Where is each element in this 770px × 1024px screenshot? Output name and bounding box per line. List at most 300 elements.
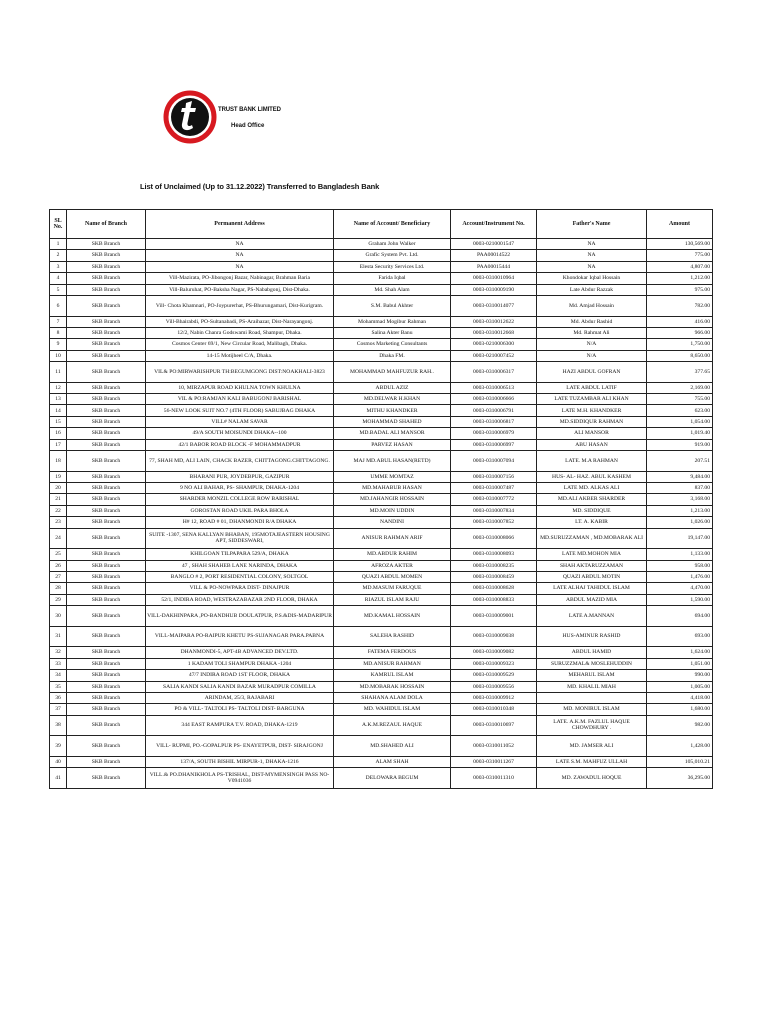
- address-cell: 52/1, INDIRA ROAD, WESTRAZABAZAR 2ND FLOOR, DHAKA: [146, 594, 334, 605]
- address-cell: 47 , SHAH SHAHEB LANE NARINDA, DHAKA: [146, 560, 334, 571]
- beneficiary-cell: Md. Shah Alam: [334, 284, 451, 295]
- branch-cell: SKB Branch: [67, 362, 146, 383]
- table-row: [50, 583, 713, 594]
- father-name-cell: HUS- AL- HAZ. ABUL KASHEM: [537, 471, 647, 482]
- father-name-cell: MD. JAMSER ALI: [537, 736, 647, 757]
- sl-cell: 30: [50, 606, 67, 627]
- branch-cell: SKB Branch: [67, 350, 146, 361]
- table-row: [50, 451, 713, 472]
- amount-cell: 919.00: [647, 439, 713, 450]
- beneficiary-cell: SALEHA RASHID: [334, 626, 451, 647]
- bank-name: TRUST BANK LIMITED: [218, 107, 281, 113]
- branch-cell: SKB Branch: [67, 681, 146, 692]
- account-cell: 0003-0310006979: [451, 428, 537, 439]
- amount-cell: 416.00: [647, 316, 713, 327]
- sl-cell: 38: [50, 715, 67, 736]
- account-cell: 0003-0310009912: [451, 692, 537, 703]
- father-name-cell: MD. ZAWADUL HOQUE: [537, 768, 647, 789]
- amount-cell: 694.00: [647, 606, 713, 627]
- beneficiary-cell: MD.JAHANGIR HOSSAIN: [334, 494, 451, 505]
- beneficiary-cell: NANDINI: [334, 517, 451, 528]
- table-row: [50, 549, 713, 560]
- account-cell: 0003-0310007772: [451, 494, 537, 505]
- sl-cell: 11: [50, 362, 67, 383]
- amount-cell: 1,005.00: [647, 681, 713, 692]
- amount-cell: 3,168.00: [647, 494, 713, 505]
- amount-cell: 623.00: [647, 405, 713, 416]
- father-name-cell: LATE. A.K.M. FAZLUL HAQUE CHOWDHURY .: [537, 715, 647, 736]
- branch-cell: SKB Branch: [67, 670, 146, 681]
- account-cell: 0003-0210007452: [451, 350, 537, 361]
- table-row: [50, 692, 713, 703]
- address-cell: Vill-Bhairabdi, PO-Sultanabadi, PS-Araihazar, Dist-Narayangonj.: [146, 316, 334, 327]
- address-cell: VILL-DAKHINPARA ,PO-BANDHUB DOULATPUR, P.S.&DIS-MADARIPUR: [146, 606, 334, 627]
- father-name-cell: N/A: [537, 339, 647, 350]
- amount-cell: 990.00: [647, 670, 713, 681]
- beneficiary-cell: MD.DELWAR H.KHAN: [334, 394, 451, 405]
- father-name-cell: Md. Rahmat Ali: [537, 327, 647, 338]
- amount-cell: 19,147.00: [647, 528, 713, 549]
- sl-cell: 39: [50, 736, 67, 757]
- table-row: [50, 505, 713, 516]
- address-cell: DHANMONDI-5, APT-4B ADVANCED DEV.LTD.: [146, 647, 334, 658]
- branch-cell: SKB Branch: [67, 704, 146, 715]
- account-cell: 0003-0310009556: [451, 681, 537, 692]
- table-row: [50, 494, 713, 505]
- account-cell: 0003-0310012668: [451, 327, 537, 338]
- sl-cell: 27: [50, 571, 67, 582]
- account-cell: 0003-0310008628: [451, 583, 537, 594]
- table-row: [50, 295, 713, 316]
- beneficiary-cell: Elesta Security Services Ltd.: [334, 261, 451, 272]
- father-name-cell: LATE ALHAJ TAHIDUL ISLAM: [537, 583, 647, 594]
- branch-cell: SKB Branch: [67, 295, 146, 316]
- unclaimed-table: [49, 209, 713, 789]
- father-name-cell: LATE MD. ALKAS ALI: [537, 483, 647, 494]
- sl-cell: 29: [50, 594, 67, 605]
- sl-cell: 33: [50, 658, 67, 669]
- branch-cell: SKB Branch: [67, 517, 146, 528]
- branch-cell: SKB Branch: [67, 327, 146, 338]
- account-cell: 0003-0310006666: [451, 394, 537, 405]
- address-cell: VILL.& PO.DHANIKHOLA PS-TRISHAL, DIST-MYMENSINGH PASS NO-V0941036: [146, 768, 334, 789]
- branch-cell: SKB Branch: [67, 606, 146, 627]
- table-row: [50, 350, 713, 361]
- account-cell: 0003-0310014077: [451, 295, 537, 316]
- beneficiary-cell: MD.ABDUR RAHIM: [334, 549, 451, 560]
- header-father: Father's Name: [537, 210, 647, 239]
- father-name-cell: [537, 692, 647, 703]
- amount-cell: 4,418.00: [647, 692, 713, 703]
- father-name-cell: LATE TUZAMBAR ALI KHAN: [537, 394, 647, 405]
- beneficiary-cell: ANISUR RAHMAN ARIF: [334, 528, 451, 549]
- beneficiary-cell: MD.MASUM FARUQUE: [334, 583, 451, 594]
- address-cell: 12/2, Nabin Chanra Godswami Road, Shampur, Dhaka.: [146, 327, 334, 338]
- sl-cell: 2: [50, 250, 67, 261]
- address-cell: ARINDAM, 25/3, RAJABARI: [146, 692, 334, 703]
- table-row: [50, 428, 713, 439]
- address-cell: BANGLO # 2, PORT RESIDENTIAL COLONY, SOLTGOL: [146, 571, 334, 582]
- father-name-cell: MD. MONIRUL ISLAM: [537, 704, 647, 715]
- beneficiary-cell: ALAM SHAH: [334, 756, 451, 767]
- address-cell: 344 EAST RAMPURA T.V. ROAD, DHAKA-1219: [146, 715, 334, 736]
- sl-cell: 17: [50, 439, 67, 450]
- amount-cell: 1,133.00: [647, 549, 713, 560]
- amount-cell: 1,750.00: [647, 339, 713, 350]
- account-cell: 0003-0210006300: [451, 339, 537, 350]
- account-cell: 0003-0310006791: [451, 405, 537, 416]
- address-cell: SALIA KANDI SALIA KANDI BAZAR MURADPUR COMILLA: [146, 681, 334, 692]
- father-name-cell: NA: [537, 239, 647, 250]
- beneficiary-cell: ABDUL AZIZ: [334, 382, 451, 393]
- amount-cell: 36,295.00: [647, 768, 713, 789]
- amount-cell: 693.00: [647, 626, 713, 647]
- sl-cell: 23: [50, 517, 67, 528]
- father-name-cell: ABDUL MAZID MIA: [537, 594, 647, 605]
- account-cell: 0003-0310007156: [451, 471, 537, 482]
- account-cell: 0003-0310008066: [451, 528, 537, 549]
- table-row: [50, 647, 713, 658]
- trust-bank-logo-icon: [163, 90, 217, 144]
- father-name-cell: LATE ABDUL LATIF: [537, 382, 647, 393]
- beneficiary-cell: MAJ MD.ABUL HASAN(RETD): [334, 451, 451, 472]
- account-cell: 0003-0310006817: [451, 416, 537, 427]
- table-row: [50, 316, 713, 327]
- address-cell: PO & VILL- TALTOLI PS- TALTOLI DIST- BARGUNA: [146, 704, 334, 715]
- beneficiary-cell: AFROZA AKTER: [334, 560, 451, 571]
- address-cell: VILL# NALAM SAVAR: [146, 416, 334, 427]
- branch-cell: SKB Branch: [67, 528, 146, 549]
- branch-cell: SKB Branch: [67, 549, 146, 560]
- sl-cell: 9: [50, 339, 67, 350]
- branch-cell: SKB Branch: [67, 239, 146, 250]
- table-row: [50, 560, 713, 571]
- beneficiary-cell: MD.ANISUR RAHMAN: [334, 658, 451, 669]
- beneficiary-cell: Salina Akter Banu: [334, 327, 451, 338]
- table-row: [50, 670, 713, 681]
- sl-cell: 25: [50, 549, 67, 560]
- father-name-cell: LATE M.H. KHANDKER: [537, 405, 647, 416]
- account-cell: 0003-0310008235: [451, 560, 537, 571]
- table-row: [50, 394, 713, 405]
- sl-cell: 13: [50, 394, 67, 405]
- branch-cell: SKB Branch: [67, 594, 146, 605]
- sl-cell: 22: [50, 505, 67, 516]
- sl-cell: 37: [50, 704, 67, 715]
- father-name-cell: HAZI ABDUL GOFRAN: [537, 362, 647, 383]
- father-name-cell: MD.ALI AKBER SHARDER: [537, 494, 647, 505]
- beneficiary-cell: MD.MOIN UDDIN: [334, 505, 451, 516]
- branch-cell: SKB Branch: [67, 316, 146, 327]
- beneficiary-cell: MD. WAHIDUL ISLAM: [334, 704, 451, 715]
- address-cell: Vill-Mazirata, PO-Jibongonj Bazar, Nabinagar, Brahman Baria: [146, 273, 334, 284]
- table-row: [50, 658, 713, 669]
- amount-cell: 775.00: [647, 250, 713, 261]
- table-body: [50, 239, 713, 789]
- father-name-cell: ALI MANSOR: [537, 428, 647, 439]
- address-cell: NA: [146, 239, 334, 250]
- father-name-cell: LATE A.MANNAN: [537, 606, 647, 627]
- amount-cell: 982.00: [647, 715, 713, 736]
- branch-cell: SKB Branch: [67, 339, 146, 350]
- header-amount: Amount: [647, 210, 713, 239]
- father-name-cell: NA: [537, 250, 647, 261]
- sl-cell: 31: [50, 626, 67, 647]
- office-name: Head Office: [231, 123, 265, 129]
- address-cell: SHARDER MONZIL COLLEGE ROW BARISHAL: [146, 494, 334, 505]
- father-name-cell: MD.SURUZZAMAN , MD.MOBARAK ALI: [537, 528, 647, 549]
- beneficiary-cell: MD.SHAHED ALI: [334, 736, 451, 757]
- branch-cell: SKB Branch: [67, 416, 146, 427]
- beneficiary-cell: Farida Iqbal: [334, 273, 451, 284]
- beneficiary-cell: FATEMA FERDOUS: [334, 647, 451, 658]
- list-title: List of Unclaimed (Up to 31.12.2022) Transferred to Bangladesh Bank: [140, 182, 380, 191]
- beneficiary-cell: MD.KAMAL HOSSAIN: [334, 606, 451, 627]
- table-row: [50, 756, 713, 767]
- address-cell: 56-NEW LOOK SUIT NO.7 (4TH FLOOR) SABUJBAG DHAKA: [146, 405, 334, 416]
- beneficiary-cell: MD.MAHABUB HASAN: [334, 483, 451, 494]
- amount-cell: 9,484.00: [647, 471, 713, 482]
- account-cell: 0003-0310009323: [451, 658, 537, 669]
- table-row: [50, 239, 713, 250]
- table-row: [50, 606, 713, 627]
- address-cell: VILL & PO-NOWPARA DIST- DINAJPUR: [146, 583, 334, 594]
- sl-cell: 35: [50, 681, 67, 692]
- amount-cell: 1,624.00: [647, 647, 713, 658]
- branch-cell: SKB Branch: [67, 692, 146, 703]
- branch-cell: SKB Branch: [67, 284, 146, 295]
- branch-cell: SKB Branch: [67, 647, 146, 658]
- branch-cell: SKB Branch: [67, 483, 146, 494]
- sl-cell: 7: [50, 316, 67, 327]
- amount-cell: 2,169.00: [647, 382, 713, 393]
- beneficiary-cell: S.M. Babul Akhter: [334, 295, 451, 316]
- table-row: [50, 250, 713, 261]
- beneficiary-cell: QUAZI ABDUL MOMEN: [334, 571, 451, 582]
- account-cell: 0003-0310007487: [451, 483, 537, 494]
- beneficiary-cell: PARVEZ HASAN: [334, 439, 451, 450]
- account-cell: 0003-0310009529: [451, 670, 537, 681]
- account-cell: 0003-0310007852: [451, 517, 537, 528]
- address-cell: GOROSTAN ROAD UKIL PARA BHOLA: [146, 505, 334, 516]
- table-row: [50, 439, 713, 450]
- table-row: [50, 416, 713, 427]
- sl-cell: 10: [50, 350, 67, 361]
- account-cell: 0003-0310007094: [451, 451, 537, 472]
- address-cell: 77, SHAH MD, ALI LAIN, CHACK BAZER, CHITTAGONG.CHITTAGONG.: [146, 451, 334, 472]
- account-cell: 0003-0310006513: [451, 382, 537, 393]
- amount-cell: 975.00: [647, 284, 713, 295]
- beneficiary-cell: Graham John Walker: [334, 239, 451, 250]
- sl-cell: 26: [50, 560, 67, 571]
- table-row: [50, 594, 713, 605]
- table-row: [50, 284, 713, 295]
- beneficiary-cell: Cosmos Marketing Consultants: [334, 339, 451, 350]
- account-cell: 0003-0310012622: [451, 316, 537, 327]
- amount-cell: 8,650.00: [647, 350, 713, 361]
- beneficiary-cell: A.K.M.REZAUL HAQUE: [334, 715, 451, 736]
- account-cell: 0003-0210001547: [451, 239, 537, 250]
- table-row: [50, 327, 713, 338]
- father-name-cell: Khondokar Iqbal Hossain: [537, 273, 647, 284]
- sl-cell: 24: [50, 528, 67, 549]
- beneficiary-cell: Dhaka FM.: [334, 350, 451, 361]
- sl-cell: 16: [50, 428, 67, 439]
- sl-cell: 40: [50, 756, 67, 767]
- table-row: [50, 382, 713, 393]
- beneficiary-cell: MOHAMMAD MAHFUZUR RAH..: [334, 362, 451, 383]
- branch-cell: SKB Branch: [67, 405, 146, 416]
- branch-cell: SKB Branch: [67, 756, 146, 767]
- branch-cell: SKB Branch: [67, 560, 146, 571]
- address-cell: 47/7 INDIRA ROAD 1ST FLOOR, DHAKA: [146, 670, 334, 681]
- address-cell: VIL& PO:MIRWARISHPUR TH:BEGUMGONG DIST:NOAKHALI-3823: [146, 362, 334, 383]
- address-cell: BHABANI PUR, JOYDEBPUR, GAZIPUR: [146, 471, 334, 482]
- account-cell: 0003-0310006317: [451, 362, 537, 383]
- address-cell: 137/A, SOUTH BISHIL MIRPUR-1, DHAKA-1216: [146, 756, 334, 767]
- branch-cell: SKB Branch: [67, 658, 146, 669]
- amount-cell: 1,213.00: [647, 505, 713, 516]
- amount-cell: 1,212.00: [647, 273, 713, 284]
- address-cell: Vill- Chota Khamnari, PO-Joypurerhat, PS-Bhurungamari, Dist-Kurigram.: [146, 295, 334, 316]
- sl-cell: 1: [50, 239, 67, 250]
- amount-cell: 1,680.00: [647, 704, 713, 715]
- sl-cell: 34: [50, 670, 67, 681]
- beneficiary-cell: MOHAMMAD SHAHED: [334, 416, 451, 427]
- branch-cell: SKB Branch: [67, 768, 146, 789]
- father-name-cell: SURUZZMAL& MOSLEHUDDIN: [537, 658, 647, 669]
- sl-cell: 36: [50, 692, 67, 703]
- address-cell: VIL & PO:RAMJAN KALI BABUGONJ BARISHAL: [146, 394, 334, 405]
- sl-cell: 5: [50, 284, 67, 295]
- address-cell: 14-15 Motijheel C/A, Dhaka.: [146, 350, 334, 361]
- father-name-cell: MEHARUL ISLAM: [537, 670, 647, 681]
- father-name-cell: LATE S.M. MAHFUZ ULLAH: [537, 756, 647, 767]
- amount-cell: 1,590.00: [647, 594, 713, 605]
- branch-cell: SKB Branch: [67, 494, 146, 505]
- branch-cell: SKB Branch: [67, 261, 146, 272]
- table-row: [50, 273, 713, 284]
- sl-cell: 3: [50, 261, 67, 272]
- account-cell: 0003-0310008093: [451, 549, 537, 560]
- table-row: [50, 736, 713, 757]
- father-name-cell: LT. A. KABIR: [537, 517, 647, 528]
- table-row: [50, 261, 713, 272]
- address-cell: 9 NO ALI BAHAR, PS- SHAMPUR, DHAKA-1204: [146, 483, 334, 494]
- amount-cell: 1,019.40: [647, 428, 713, 439]
- table-row: [50, 362, 713, 383]
- account-cell: 0003-0310009190: [451, 284, 537, 295]
- address-cell: H# 12, ROAD # 01, DHANMONDI R/A DHAKA: [146, 517, 334, 528]
- amount-cell: 837.00: [647, 483, 713, 494]
- account-cell: 0003-0310010348: [451, 704, 537, 715]
- father-name-cell: ABDUL HAMID: [537, 647, 647, 658]
- branch-cell: SKB Branch: [67, 583, 146, 594]
- father-name-cell: LATE. M.A RAHMAN: [537, 451, 647, 472]
- sl-cell: 12: [50, 382, 67, 393]
- header-address: Permanent Address: [146, 210, 334, 239]
- father-name-cell: Md. Abdur Rashid: [537, 316, 647, 327]
- branch-cell: SKB Branch: [67, 571, 146, 582]
- beneficiary-cell: RIAZUL ISLAM RAJU: [334, 594, 451, 605]
- table-row: [50, 571, 713, 582]
- sl-cell: 20: [50, 483, 67, 494]
- father-name-cell: LATE MD.MOHON MIA: [537, 549, 647, 560]
- table-row: [50, 626, 713, 647]
- amount-cell: 207.51: [647, 451, 713, 472]
- branch-cell: SKB Branch: [67, 439, 146, 450]
- branch-cell: SKB Branch: [67, 471, 146, 482]
- sl-cell: 15: [50, 416, 67, 427]
- father-name-cell: MD. KHALIL MIAH: [537, 681, 647, 692]
- address-cell: VILL-MAIPARA PO-RAIPUR KHETU PS-SUJANAGAR PARA.PABNA: [146, 626, 334, 647]
- account-cell: 0003-0310008459: [451, 571, 537, 582]
- beneficiary-cell: Grafic System Pvt. Ltd.: [334, 250, 451, 261]
- account-cell: 0003-0310007834: [451, 505, 537, 516]
- account-cell: 0003-0310009082: [451, 647, 537, 658]
- beneficiary-cell: UMME MOMTAZ: [334, 471, 451, 482]
- amount-cell: 377.65: [647, 362, 713, 383]
- beneficiary-cell: MITHU KHANDKER: [334, 405, 451, 416]
- sl-cell: 21: [50, 494, 67, 505]
- father-name-cell: MD. SIDDIQUE: [537, 505, 647, 516]
- amount-cell: 1,476.00: [647, 571, 713, 582]
- beneficiary-cell: MD.BADAL ALI MANSOR: [334, 428, 451, 439]
- amount-cell: 4,470.00: [647, 583, 713, 594]
- account-cell: 0003-0310011052: [451, 736, 537, 757]
- father-name-cell: NA: [537, 261, 647, 272]
- sl-cell: 32: [50, 647, 67, 658]
- table-row: [50, 704, 713, 715]
- father-name-cell: HUS-AMINUR RASHID: [537, 626, 647, 647]
- amount-cell: 4,807.00: [647, 261, 713, 272]
- account-cell: 0003-0310009038: [451, 626, 537, 647]
- father-name-cell: Md. Amjad Hossain: [537, 295, 647, 316]
- branch-cell: SKB Branch: [67, 273, 146, 284]
- sl-cell: 19: [50, 471, 67, 482]
- beneficiary-cell: KAMRUL ISLAM: [334, 670, 451, 681]
- account-cell: 0003-0310011267: [451, 756, 537, 767]
- header-beneficiary: Name of Account/ Beneficiary: [334, 210, 451, 239]
- sl-cell: 14: [50, 405, 67, 416]
- beneficiary-cell: SHAHANA ALAM DOLA: [334, 692, 451, 703]
- amount-cell: 782.00: [647, 295, 713, 316]
- beneficiary-cell: Mohammad Mogibur Rahman: [334, 316, 451, 327]
- account-cell: 0003-0310010697: [451, 715, 537, 736]
- account-cell: PAA00015444: [451, 261, 537, 272]
- amount-cell: 755.00: [647, 394, 713, 405]
- amount-cell: 966.00: [647, 327, 713, 338]
- beneficiary-cell: MD.MOBARAK HOSSAIN: [334, 681, 451, 692]
- branch-cell: SKB Branch: [67, 736, 146, 757]
- account-cell: 0003-0310011310: [451, 768, 537, 789]
- beneficiary-cell: DELOWARA BEGUM: [334, 768, 451, 789]
- account-cell: 0003-0310006997: [451, 439, 537, 450]
- address-cell: KHILGOAN TILPAPARA 529/A, DHAKA: [146, 549, 334, 560]
- sl-cell: 41: [50, 768, 67, 789]
- account-cell: PAA00014522: [451, 250, 537, 261]
- amount-cell: 1,428.00: [647, 736, 713, 757]
- table-row: [50, 681, 713, 692]
- sl-cell: 18: [50, 451, 67, 472]
- table-header-row: [50, 210, 713, 239]
- branch-cell: SKB Branch: [67, 382, 146, 393]
- amount-cell: 1,054.00: [647, 416, 713, 427]
- header-account: Account/Instrument No.: [451, 210, 537, 239]
- branch-cell: SKB Branch: [67, 250, 146, 261]
- address-cell: 10, MIRZAPUR ROAD KHULNA TOWN KHULNA: [146, 382, 334, 393]
- address-cell: 42/1 BABOR ROAD BLOCK -F MOHAMMADPUR: [146, 439, 334, 450]
